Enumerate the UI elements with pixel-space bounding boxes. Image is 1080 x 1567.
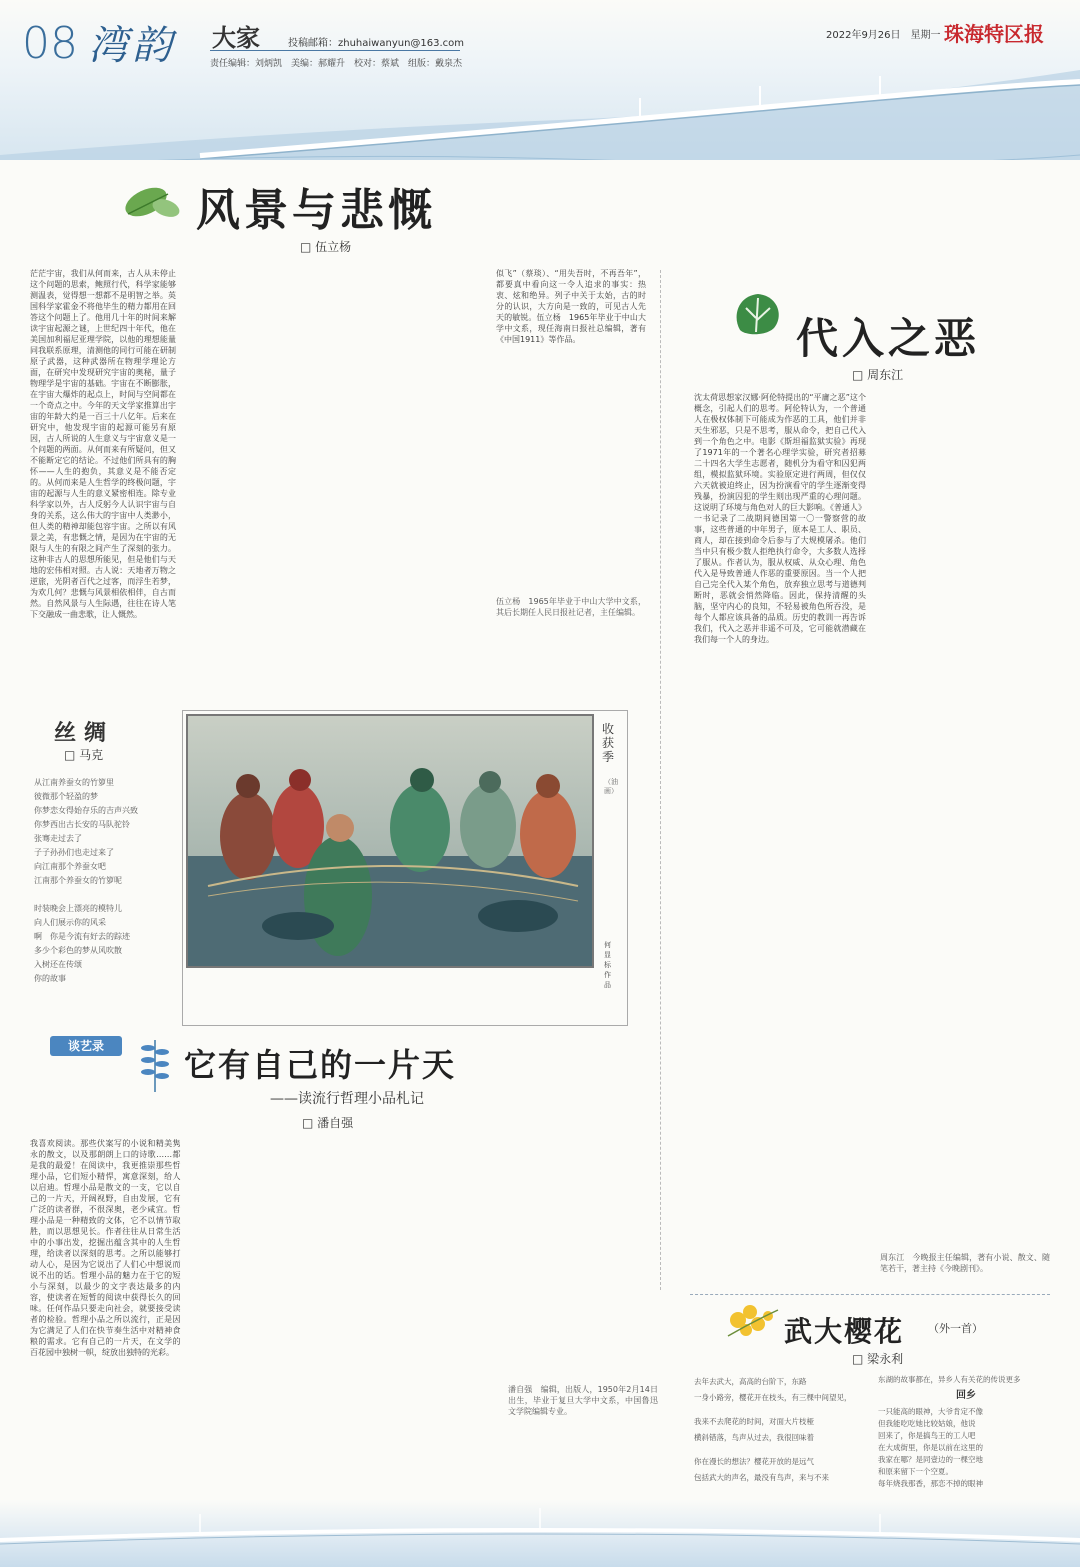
article-body-dairu: 沈太荷思想家汉娜·阿伦特提出的“平庸之恶”这个概念，引起人们的思考。阿伦特认为，一个普通人在极权体制下可能成为作恶的工具，他们并非天生邪恶，只是不思考，服从命令，把自己代入到一个角色之中。电影《斯坦福监狱实验》再现了1971年的一个著名心理学实验，研究者招募二十四名大学生志愿者，随机分为看守和囚犯两组，模拟监狱环境。实验原定进行两周，但仅仅六天就被迫终止，因为扮演看守的学生逐渐变得残暴，扮演囚犯的学生则出现严重的心理问题。这说明了环境与角色对人的巨大影响。《普通人》一书记录了二战期间德国第一〇一警察营的故事，这些普通的中年男子，原本是工人、职员、商人，却在接到命令后参与了大规模屠杀。他们当中只有极少数人拒绝执行命令，大多数人选择了服从。作者认为，服从权威、从众心理、角色代入是导致普通人作恶的重要原因。当一个人把自己完全代入某个角色，放弃独立思考与道德判断时，恶就会悄然降临。因此，保持清醒的头脑，坚守内心的良知，不轻易被角色所吞没，是每个人都应该具备的品质。历史的教训一再告诉我们，代入之恶并非遥不可及，它可能就潜藏在我们每一个人的身边。: [694, 393, 866, 644]
poem-line: 张骞走过去了: [34, 834, 82, 843]
poem-line: 你的故事: [34, 974, 66, 983]
bridge-illustration: [0, 60, 1080, 160]
section-title: 大家: [212, 23, 260, 52]
poem-line: 你梦西出古长安的马队驼铃: [34, 820, 130, 829]
article-author-fengjing: □ 伍立杨: [300, 238, 351, 255]
poem-line: 向人们展示你的风采: [34, 918, 106, 927]
author-bio-wuli: [496, 596, 646, 706]
article-title-dairu: 代入之恶: [796, 314, 981, 363]
poem-line: 我来不去爬花的时间，对面大片枝桠: [694, 1417, 814, 1426]
column-name: 湾韵: [88, 23, 176, 69]
masthead: [0, 0, 1080, 160]
author-bio-tayou: [508, 1384, 658, 1464]
submission-email: 投稿邮箱：zhuhaiwanyun@163.com: [288, 38, 465, 49]
poem-line: 从江南养蚕女的竹箩里: [34, 778, 114, 787]
article-author-dairu: □ 周东江: [852, 366, 903, 383]
newspaper-name: 珠海特区报: [944, 22, 1044, 46]
column-badge-tanyilu: 谈艺录: [50, 1036, 122, 1056]
footer-band: [0, 1500, 1080, 1567]
poem-lines-wuda: [694, 1374, 870, 1486]
poem-tag-wuda: （外一首）: [928, 1322, 983, 1335]
poem-line: 你梦恋女得始存乐的吉声兴致: [34, 806, 138, 815]
poem-author-sichou: □ 马克: [64, 746, 103, 763]
monstera-leaf-icon: [730, 290, 786, 338]
painting-illustration: [188, 716, 594, 968]
header-rule: [210, 50, 460, 51]
painting-credit: 何显标 作品: [604, 941, 618, 989]
poem-line: 但我能吃吃她比较姑娘，他说: [878, 1419, 976, 1428]
poem-title-sichou: 丝绸: [54, 720, 115, 746]
poem-line: 啊 你是今流有好去的踪迹: [34, 932, 130, 941]
poem-author-wuda: □ 梁永利: [852, 1350, 903, 1367]
bio-text-tayou: 潘自强 编辑，出版人，1950年2月14日出生，毕业于复旦大学中文系，中国鲁迅文学院编辑专业。: [508, 1385, 658, 1416]
poem-line: 一只能高的眼神，大爷肯定不像: [878, 1407, 983, 1416]
poem-line: 时装晚会上漂亮的模特儿: [34, 904, 122, 913]
article-subtitle-tayou: ——读流行哲理小品札记: [270, 1091, 424, 1107]
article-body-fengjing: 茫茫宇宙，我们从何而来，古人从未停止这个问题的思索，鲍照行代，科学家能够测温表，觉得想一想都不是明智之举。英国科学家霍金不将他毕生的精力都用在回答这个问题上了。他用几十年的时间来解读宇宙起源之谜，上世纪四十年代，他在美国加利福尼亚理学院，以他的理想能量同我联系原理，清测他的同行可能在研制原子武器，这种武器所在物理学理论方面，在研究中发现研究宇宙的奥秘，量子物理学是宇宙的基础。宇宙在不断膨胀，在宇宙大爆炸的起点上，时间与空间都在一个奇点之中。今年的天文学家推算出宇宙的年龄大约是一百三十八亿年。后来在研究中，他发现宇宙的起源可能另有原因，古人所说的人生意义与宇宙意义是一个问题的两面。从何而来有所疑问，但又不能断定它的结论。不过他们所具有的胸怀——人生的抱负，其意义是不能否定的。从何而来是人生哲学的终极问题，宇宙的起源与人生的意义紧密相连。除专业科学家以外，古人反躬今人认识宇宙与自身的关系，这么伟大的宇宙中人类渺小，但人类的精神却能包容宇宙。之所以有风景之美，有悲慨之情，是因为在宇宙的无限与人生的有限之间产生了深刻的张力。这种非古人的思想所能见，但是他们与天地的宏伟相对照。古人说：天地者万物之逆旅，光阴者百代之过客，而浮生若梦，为欢几何？悲慨与风景相依相伴，自古而然。自然风景与人生际遇，往往在诗人笔下交融成一曲悲歌，让人慨然。: [30, 269, 176, 619]
poem-line: 去年去武大，高高的台阶下，东路: [694, 1377, 807, 1386]
section-divider: [690, 1294, 1050, 1295]
bio-text-dairu: 周东江 今晚报主任编辑，著有小说、散文、随笔若干，著主持《今晚剧刊》。: [880, 1253, 1050, 1273]
poem-line: 子子孙孙们也走过来了: [34, 848, 114, 857]
poem-line: 彼微那个轻盈的梦: [34, 792, 98, 801]
poem-title-wuda: 武大樱花: [784, 1315, 905, 1348]
column-divider: [660, 270, 661, 1290]
article-author-tayou: □ 潘自强: [302, 1114, 353, 1131]
poem-line: 江南那个养蚕女的竹箩呢: [34, 876, 122, 885]
poem-line: 回来了，你是搞鸟王的工人吧: [878, 1431, 976, 1440]
article-body-tayou: 我喜欢阅读。那些伏案写的小说和精美隽永的散文，以及那朗朗上口的诗歌……都是我的最爱！在阅读中，我更推崇那些哲理小品，它们短小精悍，寓意深刻，给人以启迪。哲理小品是散文的一支，它以自己的一片天，开阔视野，自由发展，它有广泛的读者群，不很深奥，老少咸宜。哲理小品是一种精致的文体，它不以情节取胜，而以思想见长。作者往往从日常生活中的小事出发，挖掘出蕴含其中的人生哲理，给读者以深刻的思考。之所以能够打动人心，是因为它说出了人们心中想说而说不出的话。哲理小品的魅力在于它的短小与深刻，以最少的文字表达最多的内容，使读者在短暂的阅读中获得长久的回味。任何作品只要走向社会，就要接受读者的检验。哲理小品之所以流行，正是因为它满足了人们在快节奏生活中对精神食粮的需求。它有自己的一片天，在文学的百花园中独树一帜，绽放出独特的光彩。: [30, 1139, 181, 1357]
cherry-blossom-icon: [724, 1300, 780, 1340]
stanza-break: [694, 1446, 870, 1454]
footer-bridge-illustration: [0, 1500, 1080, 1567]
poem-line: 和原来留下一个空夏。: [878, 1467, 953, 1476]
bio-text-wuli: 伍立杨 1965年毕业于中山大学中文系，其后长期任人民日报社记者，主任编辑。: [496, 597, 646, 617]
painting-harvest: [186, 714, 594, 968]
issue-date: 2022年9月26日 星期一: [826, 30, 941, 41]
stanza-break: [694, 1406, 870, 1414]
poem-line: 一身小路旁，樱花开在枝头，有三棵中间望见，: [694, 1393, 852, 1402]
painting-title: 收获季: [602, 722, 615, 764]
poem-line: 入树还在传颂: [34, 960, 82, 969]
poem-line: 东湖的故事都在，异乡人有关花的传说更多: [878, 1375, 1021, 1384]
poem-lines-sichou: [34, 776, 174, 986]
poem-line: 你在漫长的想法？樱花开放的是远气: [694, 1457, 814, 1466]
poem-title-huixiang: 回乡: [956, 1390, 976, 1401]
poem-line: 每年烧我那香，那恋不掉的眼神: [878, 1479, 983, 1488]
poem-line: 我家在哪？是同壹边的一棵空地: [878, 1455, 983, 1464]
poem-lines-huixiang: [878, 1374, 1054, 1490]
poem-line: 横斜错落，鸟声从过去，我很回味着: [694, 1433, 814, 1442]
poem-line: 多少个彩色的梦从风吹散: [34, 946, 122, 955]
stanza-break: [34, 888, 174, 902]
painting-medium: （油画）: [604, 778, 618, 795]
author-bio-dairu: [880, 1252, 1050, 1286]
article-body-wuli-tail: 似飞”（蔡琰）、“用失吾时，不再吾年”，都要真中看向这一令人追求的事实：热衷、炫和绝异。列子中关于太始，古的时分的认识，大方向是一致的，可见古人先天的敏锐。伍立杨 1965年毕业于中山大学中文系，现任海南日报社总编辑，著有《中国1911》等作品。: [496, 269, 646, 344]
staff-credits: 责任编辑：刘炳凯 美编：郝耀升 校对：蔡斌 组版：戴泉杰: [210, 59, 463, 69]
leaf-icon: [118, 178, 188, 226]
poem-line: 向江南那个养蚕女吧: [34, 862, 106, 871]
poem-line: 包括武大的声名，最没有鸟声，来与不来: [694, 1473, 829, 1482]
page-number: 08: [22, 18, 78, 69]
fern-icon: [138, 1036, 172, 1094]
article-title-tayou: 它有自己的一片天: [184, 1046, 457, 1084]
poem-line: 在大成街里，你是以前在这里的: [878, 1443, 983, 1452]
article-title-fengjing: 风景与悲慨: [196, 185, 436, 236]
